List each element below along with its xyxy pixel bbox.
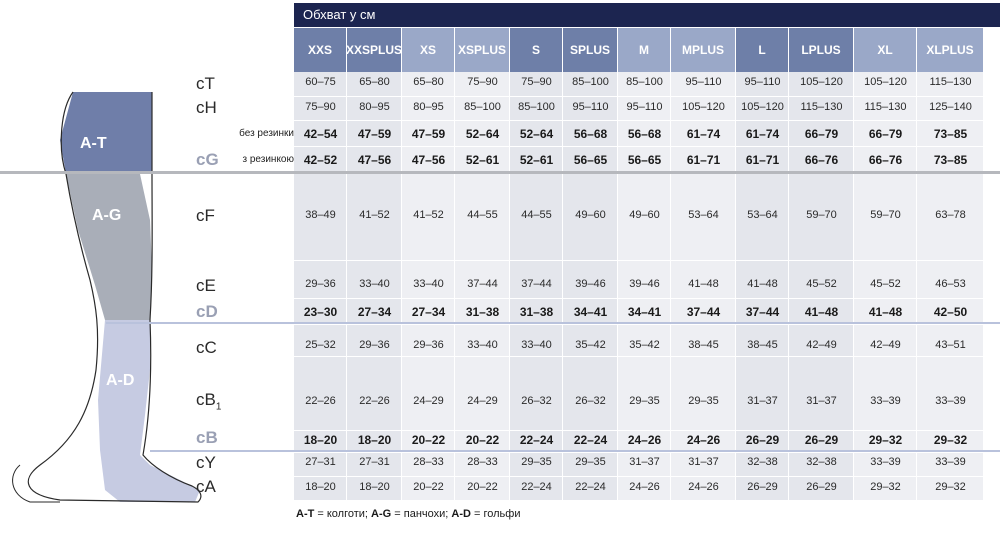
size-header-text: S xyxy=(531,42,540,57)
cell-cH-7: 105–120 xyxy=(682,101,725,113)
cell-cA-3: 20–22 xyxy=(467,481,498,493)
cell-cD-6: 34–41 xyxy=(627,305,662,319)
row-label-cF xyxy=(196,206,296,226)
row-line xyxy=(294,260,1000,261)
row-label-text: cA xyxy=(196,477,216,496)
size-header-7 xyxy=(671,28,736,72)
row-sublabel-cG1: без резинки xyxy=(239,128,294,139)
cell-cD-2: 27–34 xyxy=(411,305,446,319)
size-header-text: XS xyxy=(419,42,436,57)
row-label-text: cY xyxy=(196,453,216,472)
cell-cG1-2: 47–59 xyxy=(411,127,446,141)
cell-cH-0: 75–90 xyxy=(305,101,336,113)
cell-cC-1: 29–36 xyxy=(359,339,390,351)
zone-label-ag: A-G xyxy=(92,207,122,224)
row-label-cA xyxy=(196,477,296,497)
row-label-text: cF xyxy=(196,206,215,225)
size-header-text: XL xyxy=(877,42,893,57)
cell-cG2-2: 47–56 xyxy=(411,153,446,167)
row-label-text: cB xyxy=(196,390,216,409)
row-label-text: cH xyxy=(196,98,217,117)
cell-cB-10: 29–32 xyxy=(868,433,903,447)
size-header-4 xyxy=(510,28,563,72)
cell-cT-2: 65–80 xyxy=(413,76,444,88)
cell-cC-11: 43–51 xyxy=(935,339,966,351)
row-label-cY xyxy=(196,453,296,473)
row-line xyxy=(294,298,1000,299)
cell-cD-10: 41–48 xyxy=(868,305,903,319)
legend-text-at: = колготи; xyxy=(314,508,372,520)
separator-ag-ad xyxy=(106,322,1000,324)
cell-cF-11: 63–78 xyxy=(935,209,966,221)
cell-cB1-6: 29–35 xyxy=(629,395,660,407)
size-table xyxy=(294,0,1000,500)
cell-cC-0: 25–32 xyxy=(305,339,336,351)
zone-label-at: A-T xyxy=(80,135,107,152)
cell-cE-10: 45–52 xyxy=(870,278,901,290)
row-line xyxy=(294,356,1000,357)
cell-cA-6: 24–26 xyxy=(629,481,660,493)
cell-cA-9: 26–29 xyxy=(806,481,837,493)
row-label-text: cE xyxy=(196,276,216,295)
cell-cB1-5: 26–32 xyxy=(575,395,606,407)
size-header-text: S xyxy=(569,42,578,57)
zone-label-ad: A-D xyxy=(106,372,135,389)
cell-cC-10: 42–49 xyxy=(870,339,901,351)
cell-cT-3: 75–90 xyxy=(467,76,498,88)
cell-cH-3: 85–100 xyxy=(464,101,501,113)
size-header-text: L xyxy=(758,42,766,57)
row-line xyxy=(294,476,1000,477)
size-header-plus: PLUS xyxy=(578,42,611,57)
size-header-plus: PLUS xyxy=(474,42,507,57)
cell-cG1-6: 56–68 xyxy=(627,127,662,141)
cell-cF-2: 41–52 xyxy=(413,209,444,221)
cell-cG1-3: 52–64 xyxy=(465,127,500,141)
cell-cG2-0: 42–52 xyxy=(303,153,338,167)
cell-cD-8: 37–44 xyxy=(745,305,780,319)
cell-cF-6: 49–60 xyxy=(629,209,660,221)
cell-cG2-4: 52–61 xyxy=(519,153,554,167)
cell-cF-7: 53–64 xyxy=(688,209,719,221)
size-header-1 xyxy=(347,28,402,72)
row-line xyxy=(294,324,1000,325)
legend xyxy=(296,508,520,520)
size-header-plus: PLUS xyxy=(808,42,841,57)
cell-cG2-10: 66–76 xyxy=(868,153,903,167)
size-header-3 xyxy=(455,28,510,72)
cell-cG1-8: 61–74 xyxy=(745,127,780,141)
cell-cF-5: 49–60 xyxy=(575,209,606,221)
legend-code-at: A-T xyxy=(296,508,315,520)
cell-cE-5: 39–46 xyxy=(575,278,606,290)
row-label-cT xyxy=(196,74,296,94)
row-label-cB1 xyxy=(196,390,296,412)
size-header-text: XXS xyxy=(345,42,370,57)
size-header-text: XL xyxy=(926,42,942,57)
cell-cB-4: 22–24 xyxy=(519,433,554,447)
row-label-text: cB xyxy=(196,428,218,447)
row-label-cH xyxy=(196,98,296,118)
cell-cB-11: 29–32 xyxy=(933,433,968,447)
cell-cD-7: 37–44 xyxy=(686,305,721,319)
cell-cY-2: 28–33 xyxy=(413,456,444,468)
cell-cF-4: 44–55 xyxy=(521,209,552,221)
separator-b-y xyxy=(150,450,1000,452)
cell-cC-6: 35–42 xyxy=(629,339,660,351)
size-header-text: XS xyxy=(457,42,474,57)
cell-cB-9: 26–29 xyxy=(804,433,839,447)
cell-cA-7: 24–26 xyxy=(688,481,719,493)
cell-cT-5: 85–100 xyxy=(572,76,609,88)
cell-cE-9: 45–52 xyxy=(806,278,837,290)
cell-cT-0: 60–75 xyxy=(305,76,336,88)
cell-cG2-6: 56–65 xyxy=(627,153,662,167)
cell-cD-3: 31–38 xyxy=(465,305,500,319)
row-line xyxy=(294,146,1000,147)
cell-cY-7: 31–37 xyxy=(688,456,719,468)
cell-cE-11: 46–53 xyxy=(935,278,966,290)
cell-cG2-8: 61–71 xyxy=(745,153,780,167)
cell-cA-4: 22–24 xyxy=(521,481,552,493)
cell-cT-4: 75–90 xyxy=(521,76,552,88)
cell-cB1-9: 31–37 xyxy=(806,395,837,407)
cell-cA-2: 20–22 xyxy=(413,481,444,493)
size-header-plus: PLUS xyxy=(370,42,403,57)
cell-cG1-7: 61–74 xyxy=(686,127,721,141)
cell-cT-10: 105–120 xyxy=(864,76,907,88)
cell-cY-3: 28–33 xyxy=(467,456,498,468)
cell-cB-1: 18–20 xyxy=(357,433,392,447)
cell-cB1-3: 24–29 xyxy=(467,395,498,407)
cell-cB1-4: 26–32 xyxy=(521,395,552,407)
row-line xyxy=(294,120,1000,121)
cell-cA-1: 18–20 xyxy=(359,481,390,493)
separator-at-ag xyxy=(0,171,1000,174)
cell-cC-7: 38–45 xyxy=(688,339,719,351)
cell-cB-6: 24–26 xyxy=(627,433,662,447)
size-header-text: M xyxy=(681,42,692,57)
cell-cG2-1: 47–56 xyxy=(357,153,392,167)
row-label-text: cD xyxy=(196,302,218,321)
cell-cD-5: 34–41 xyxy=(573,305,608,319)
cell-cF-9: 59–70 xyxy=(806,209,837,221)
cell-cA-5: 22–24 xyxy=(575,481,606,493)
cell-cH-2: 80–95 xyxy=(413,101,444,113)
cell-cY-6: 31–37 xyxy=(629,456,660,468)
cell-cG2-3: 52–61 xyxy=(465,153,500,167)
cell-cA-10: 29–32 xyxy=(870,481,901,493)
row-label-text: cC xyxy=(196,338,217,357)
cell-cB-2: 20–22 xyxy=(411,433,446,447)
cell-cG1-10: 66–79 xyxy=(868,127,903,141)
cell-cF-10: 59–70 xyxy=(870,209,901,221)
cell-cE-7: 41–48 xyxy=(688,278,719,290)
cell-cD-1: 27–34 xyxy=(357,305,392,319)
cell-cT-7: 95–110 xyxy=(685,76,722,88)
cell-cB1-7: 29–35 xyxy=(688,395,719,407)
size-header-6 xyxy=(618,28,671,72)
cell-cE-8: 41–48 xyxy=(747,278,778,290)
cell-cY-9: 32–38 xyxy=(806,456,837,468)
cell-cE-6: 39–46 xyxy=(629,278,660,290)
cell-cH-10: 115–130 xyxy=(864,101,907,113)
cell-cH-6: 95–110 xyxy=(626,101,663,113)
legend-code-ag: A-G xyxy=(371,508,392,520)
zone-ag-shape xyxy=(66,174,152,320)
cell-cG1-1: 47–59 xyxy=(357,127,392,141)
cell-cT-1: 65–80 xyxy=(359,76,390,88)
cell-cC-4: 33–40 xyxy=(521,339,552,351)
cell-cG1-0: 42–54 xyxy=(303,127,338,141)
row-sublabel-cG2: з резинкою xyxy=(242,154,294,165)
cell-cT-8: 95–110 xyxy=(744,76,781,88)
row-label-cC xyxy=(196,338,296,358)
cell-cD-4: 31–38 xyxy=(519,305,554,319)
cell-cG2-7: 61–71 xyxy=(686,153,721,167)
legend-text-ag: = панчохи; xyxy=(391,508,452,520)
legend-code-ad: A-D xyxy=(451,508,471,520)
cell-cY-5: 29–35 xyxy=(575,456,606,468)
size-header-10 xyxy=(854,28,917,72)
row-label-text: cG xyxy=(196,150,219,169)
row-label-text: cT xyxy=(196,74,215,93)
row-label-cB xyxy=(196,428,296,448)
cell-cB1-0: 22–26 xyxy=(305,395,336,407)
cell-cT-9: 105–120 xyxy=(800,76,843,88)
size-header-text: L xyxy=(801,42,809,57)
size-header-plus: PLUS xyxy=(941,42,974,57)
size-header-0 xyxy=(294,28,347,72)
row-line xyxy=(294,96,1000,97)
row-label-subscript: 1 xyxy=(215,401,222,413)
cell-cY-1: 27–31 xyxy=(359,456,390,468)
legend-text-ad: = гольфи xyxy=(470,508,521,520)
cell-cB1-8: 31–37 xyxy=(747,395,778,407)
cell-cB-0: 18–20 xyxy=(303,433,338,447)
cell-cF-8: 53–64 xyxy=(747,209,778,221)
cell-cF-3: 44–55 xyxy=(467,209,498,221)
cell-cG2-11: 73–85 xyxy=(933,153,968,167)
cell-cB1-10: 33–39 xyxy=(870,395,901,407)
cell-cG1-11: 73–85 xyxy=(933,127,968,141)
cell-cG2-5: 56–65 xyxy=(573,153,608,167)
cell-cY-4: 29–35 xyxy=(521,456,552,468)
size-header-9 xyxy=(789,28,854,72)
cell-cY-10: 33–39 xyxy=(870,456,901,468)
cell-cB1-2: 24–29 xyxy=(413,395,444,407)
table-header-title: Обхват у см xyxy=(294,3,1000,27)
zone-at-shape xyxy=(60,92,152,174)
size-header-plus: PLUS xyxy=(691,42,724,57)
cell-cB-5: 22–24 xyxy=(573,433,608,447)
cell-cE-2: 33–40 xyxy=(413,278,444,290)
cell-cB-3: 20–22 xyxy=(465,433,500,447)
cell-cH-9: 115–130 xyxy=(800,101,843,113)
cell-cY-8: 32–38 xyxy=(747,456,778,468)
cell-cH-4: 85–100 xyxy=(518,101,555,113)
cell-cG2-9: 66–76 xyxy=(804,153,839,167)
cell-cG1-4: 52–64 xyxy=(519,127,554,141)
row-line xyxy=(294,452,1000,453)
cell-cD-9: 41–48 xyxy=(804,305,839,319)
cell-cB1-1: 22–26 xyxy=(359,395,390,407)
cell-cB-8: 26–29 xyxy=(745,433,780,447)
size-header-2 xyxy=(402,28,455,72)
cell-cA-0: 18–20 xyxy=(305,481,336,493)
cell-cE-4: 37–44 xyxy=(521,278,552,290)
cell-cT-11: 115–130 xyxy=(929,76,972,88)
row-label-cD xyxy=(196,302,296,322)
cell-cH-5: 95–110 xyxy=(572,101,609,113)
cell-cH-8: 105–120 xyxy=(741,101,784,113)
cell-cA-11: 29–32 xyxy=(935,481,966,493)
cell-cC-2: 29–36 xyxy=(413,339,444,351)
cell-cF-0: 38–49 xyxy=(305,209,336,221)
cell-cY-11: 33–39 xyxy=(935,456,966,468)
row-line xyxy=(294,430,1000,431)
cell-cH-11: 125–140 xyxy=(929,101,972,113)
cell-cG1-9: 66–79 xyxy=(804,127,839,141)
cell-cE-1: 33–40 xyxy=(359,278,390,290)
size-header-5 xyxy=(563,28,618,72)
size-header-11 xyxy=(917,28,984,72)
cell-cC-5: 35–42 xyxy=(575,339,606,351)
cell-cH-1: 80–95 xyxy=(359,101,390,113)
size-header-8 xyxy=(736,28,789,72)
cell-cF-1: 41–52 xyxy=(359,209,390,221)
cell-cB1-11: 33–39 xyxy=(935,395,966,407)
cell-cD-0: 23–30 xyxy=(303,305,338,319)
cell-cB-7: 24–26 xyxy=(686,433,721,447)
cell-cG1-5: 56–68 xyxy=(573,127,608,141)
cell-cT-6: 85–100 xyxy=(626,76,663,88)
cell-cC-3: 33–40 xyxy=(467,339,498,351)
cell-cY-0: 27–31 xyxy=(305,456,336,468)
cell-cE-3: 37–44 xyxy=(467,278,498,290)
cell-cC-8: 38–45 xyxy=(747,339,778,351)
cell-cD-11: 42–50 xyxy=(933,305,968,319)
cell-cA-8: 26–29 xyxy=(747,481,778,493)
size-header-text: XXS xyxy=(307,42,332,57)
size-header-text: M xyxy=(639,42,649,57)
cell-cE-0: 29–36 xyxy=(305,278,336,290)
cell-cC-9: 42–49 xyxy=(806,339,837,351)
row-label-cE xyxy=(196,276,296,296)
